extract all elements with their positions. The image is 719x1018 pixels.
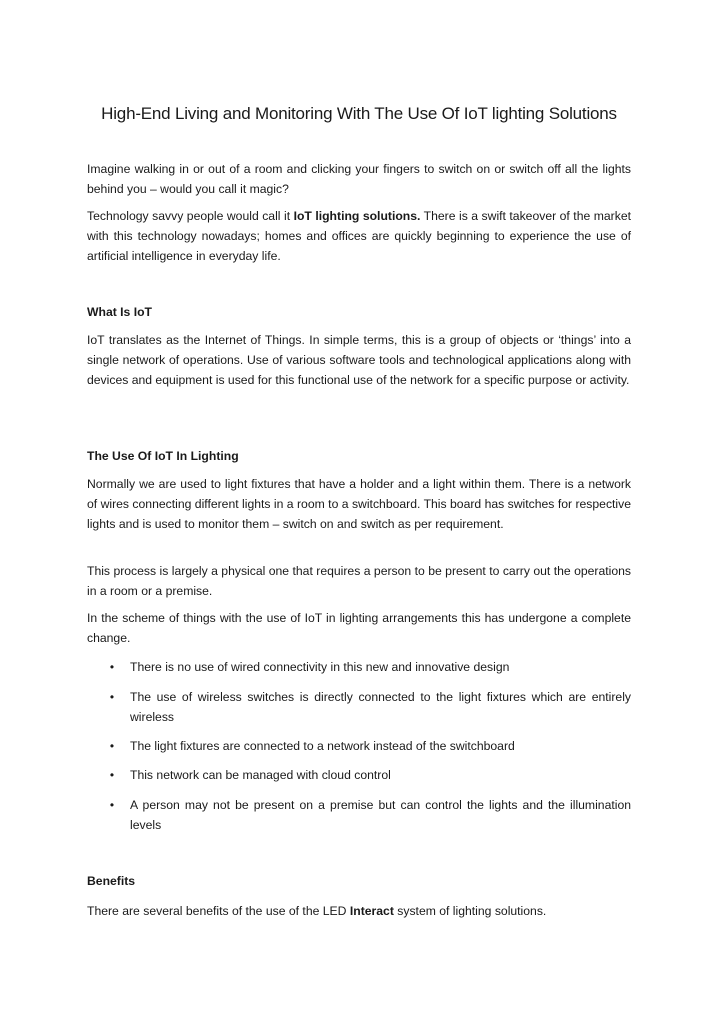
heading-what-is-iot: What Is IoT <box>87 305 152 319</box>
bullet-icon: • <box>109 690 115 704</box>
list-item-text: There is no use of wired connectivity in this new and innovative design <box>130 660 510 674</box>
tech-paragraph <box>87 206 631 266</box>
what-is-iot-paragraph: IoT translates as the Internet of Things. In simple terms, this is a group of objects or ‘things’ into a single network of operations. Use of various software tools and technological applications along with devices and equipment is used for this functional use of the network for a specific purpose or activity. <box>87 333 631 387</box>
tech-paragraph-bold-term: IoT lighting solutions. <box>293 209 421 223</box>
list-item-text: This network can be managed with cloud control <box>130 768 391 782</box>
bullet-icon: • <box>109 798 115 812</box>
lighting-paragraph-2: This process is largely a physical one that requires a person to be present to carry out the operations in a room or a premise. <box>87 564 631 598</box>
bullet-icon: • <box>109 768 115 782</box>
heading-benefits: Benefits <box>87 874 136 888</box>
list-item-text: The use of wireless switches is directly connected to the light fixtures which are entirely wireless <box>130 690 631 724</box>
benefits-paragraph <box>87 901 631 921</box>
benefits-bold-term: Interact <box>349 904 394 918</box>
lighting-paragraph-1: Normally we are used to light fixtures that have a holder and a light within them. There is a network of wires connecting different lights in a room to a switchboard. This board has switches for respective lights and is used to monitor them – switch on and switch as per requirement. <box>87 477 631 531</box>
heading-use-of-iot-in-lighting: The Use Of IoT In Lighting <box>87 449 239 463</box>
tech-paragraph-text-before: Technology savvy people would call it <box>87 209 294 223</box>
benefits-text-after: system of lighting solutions. <box>393 904 547 918</box>
benefits-text-before: There are several benefits of the use of the LED <box>87 904 350 918</box>
document-title: High-End Living and Monitoring With The Use Of IoT lighting Solutions <box>101 104 617 123</box>
lighting-paragraph-3: In the scheme of things with the use of IoT in lighting arrangements this has undergone a complete change. <box>87 611 631 645</box>
bullet-icon: • <box>109 660 115 674</box>
list-item-text: A person may not be present on a premise but can control the lights and the illumination levels <box>130 798 631 832</box>
tech-paragraph-text-after: There is a swift takeover of the market with this technology nowadays; homes and offices are quickly beginning to experience the use of artificial intelligence in everyday life. <box>87 209 631 263</box>
bullet-icon: • <box>109 739 115 753</box>
intro-paragraph: Imagine walking in or out of a room and clicking your fingers to switch on or switch off all the lights behind you – would you call it magic? <box>87 162 631 196</box>
list-item-text: The light fixtures are connected to a network instead of the switchboard <box>130 739 515 753</box>
